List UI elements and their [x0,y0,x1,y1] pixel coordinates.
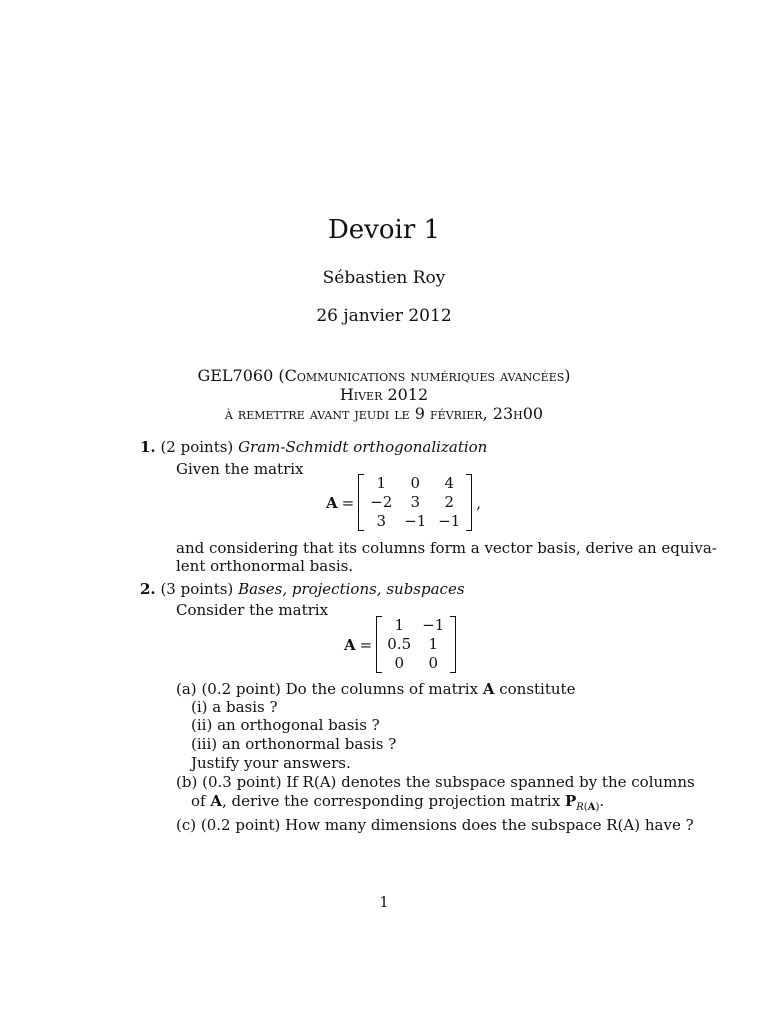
matrix-cell: −2 [370,493,393,511]
page-title: Devoir 1 [327,215,441,245]
course-deadline: à remettre avant jeudi le 9 février, 23h00 [224,404,544,423]
course-term: Hiver 2012 [339,385,429,404]
matrix-cell: 4 [444,474,454,492]
q1-points: (2 points) [160,438,234,456]
q2b-text-1: (0.3 point) If R(A) denotes the subspace spanned by the columns [202,773,695,791]
q2c-line [176,816,694,835]
q2b-line-1 [176,773,695,792]
matrix-cell: 2 [444,493,454,511]
q1-topic: Gram-Schmidt orthogonalization [238,438,488,456]
course-block [0,366,768,423]
q2a-text-end: constitute [499,680,576,698]
matrix-cell: −1 [404,512,427,530]
matrix-cell: −1 [422,616,445,634]
matrix-cell: 1 [394,616,404,634]
q2a-line [176,680,575,699]
matrix-symbol: A [482,680,495,698]
q2a-justify: Justify your answers. [191,754,351,772]
matrix-cell: 1 [428,635,438,653]
q1-header [140,438,487,457]
matrix-cell: −1 [438,512,461,530]
course-name: (Communications numériques avancées) [278,366,571,385]
q2b-text-2b: , derive the corresponding projection matrix [222,792,561,810]
q2a-text: (0.2 point) Do the columns of matrix [201,680,479,698]
q1-intro: Given the matrix [176,460,304,478]
q1-matrix-equation [326,474,481,531]
equals-sign: = [341,493,355,512]
q2-matrix-equation [344,616,460,673]
course-line [0,366,768,385]
q2-number: 2. [140,580,156,598]
q1-number: 1. [140,438,156,456]
q1-text-2: lent orthonormal basis. [176,557,354,575]
q2-intro: Consider the matrix [176,601,329,619]
matrix-cell: 3 [410,493,420,511]
q1-text-1: and considering that its columns form a vector basis, derive an equiva- [176,539,717,557]
q2a-i: (i) a basis ? [191,698,278,716]
q2-points: (3 points) [160,580,234,598]
q2c-label: (c) [176,816,197,834]
projection-matrix-symbol: $P_{R(A)}$. [564,792,605,813]
q1-matrix [358,474,472,531]
q2a-ii: (ii) an orthogonal basis ? [191,716,380,734]
matrix-cell: 0.5 [387,635,412,653]
matrix-symbol: A [210,792,223,810]
q2b-label: (b) [176,773,198,791]
q2c-text: (0.2 point) How many dimensions does the subspace R(A) have ? [200,816,694,834]
q1-matrix-label: A [326,493,338,512]
matrix-cell: 0 [428,654,438,672]
q2-header [140,580,465,599]
q2b-line-2 [191,792,604,817]
course-code: GEL7060 [197,366,274,385]
matrix-cell: 0 [410,474,420,492]
matrix-cell: 3 [376,512,386,530]
equals-sign: = [359,635,373,654]
q2-matrix-label: A [344,635,356,654]
q2-topic: Bases, projections, subspaces [238,580,465,598]
q2-matrix [376,616,456,673]
q2b-text-2a: of [191,792,206,810]
matrix-cell: 1 [376,474,386,492]
comma: , [476,493,481,512]
page-number: 1 [379,893,389,911]
q2a-iii: (iii) an orthonormal basis ? [191,735,397,753]
document-date: 26 janvier 2012 [316,306,452,326]
matrix-cell: 0 [394,654,404,672]
author-name: Sébastien Roy [322,268,446,288]
q2a-label: (a) [176,680,197,698]
